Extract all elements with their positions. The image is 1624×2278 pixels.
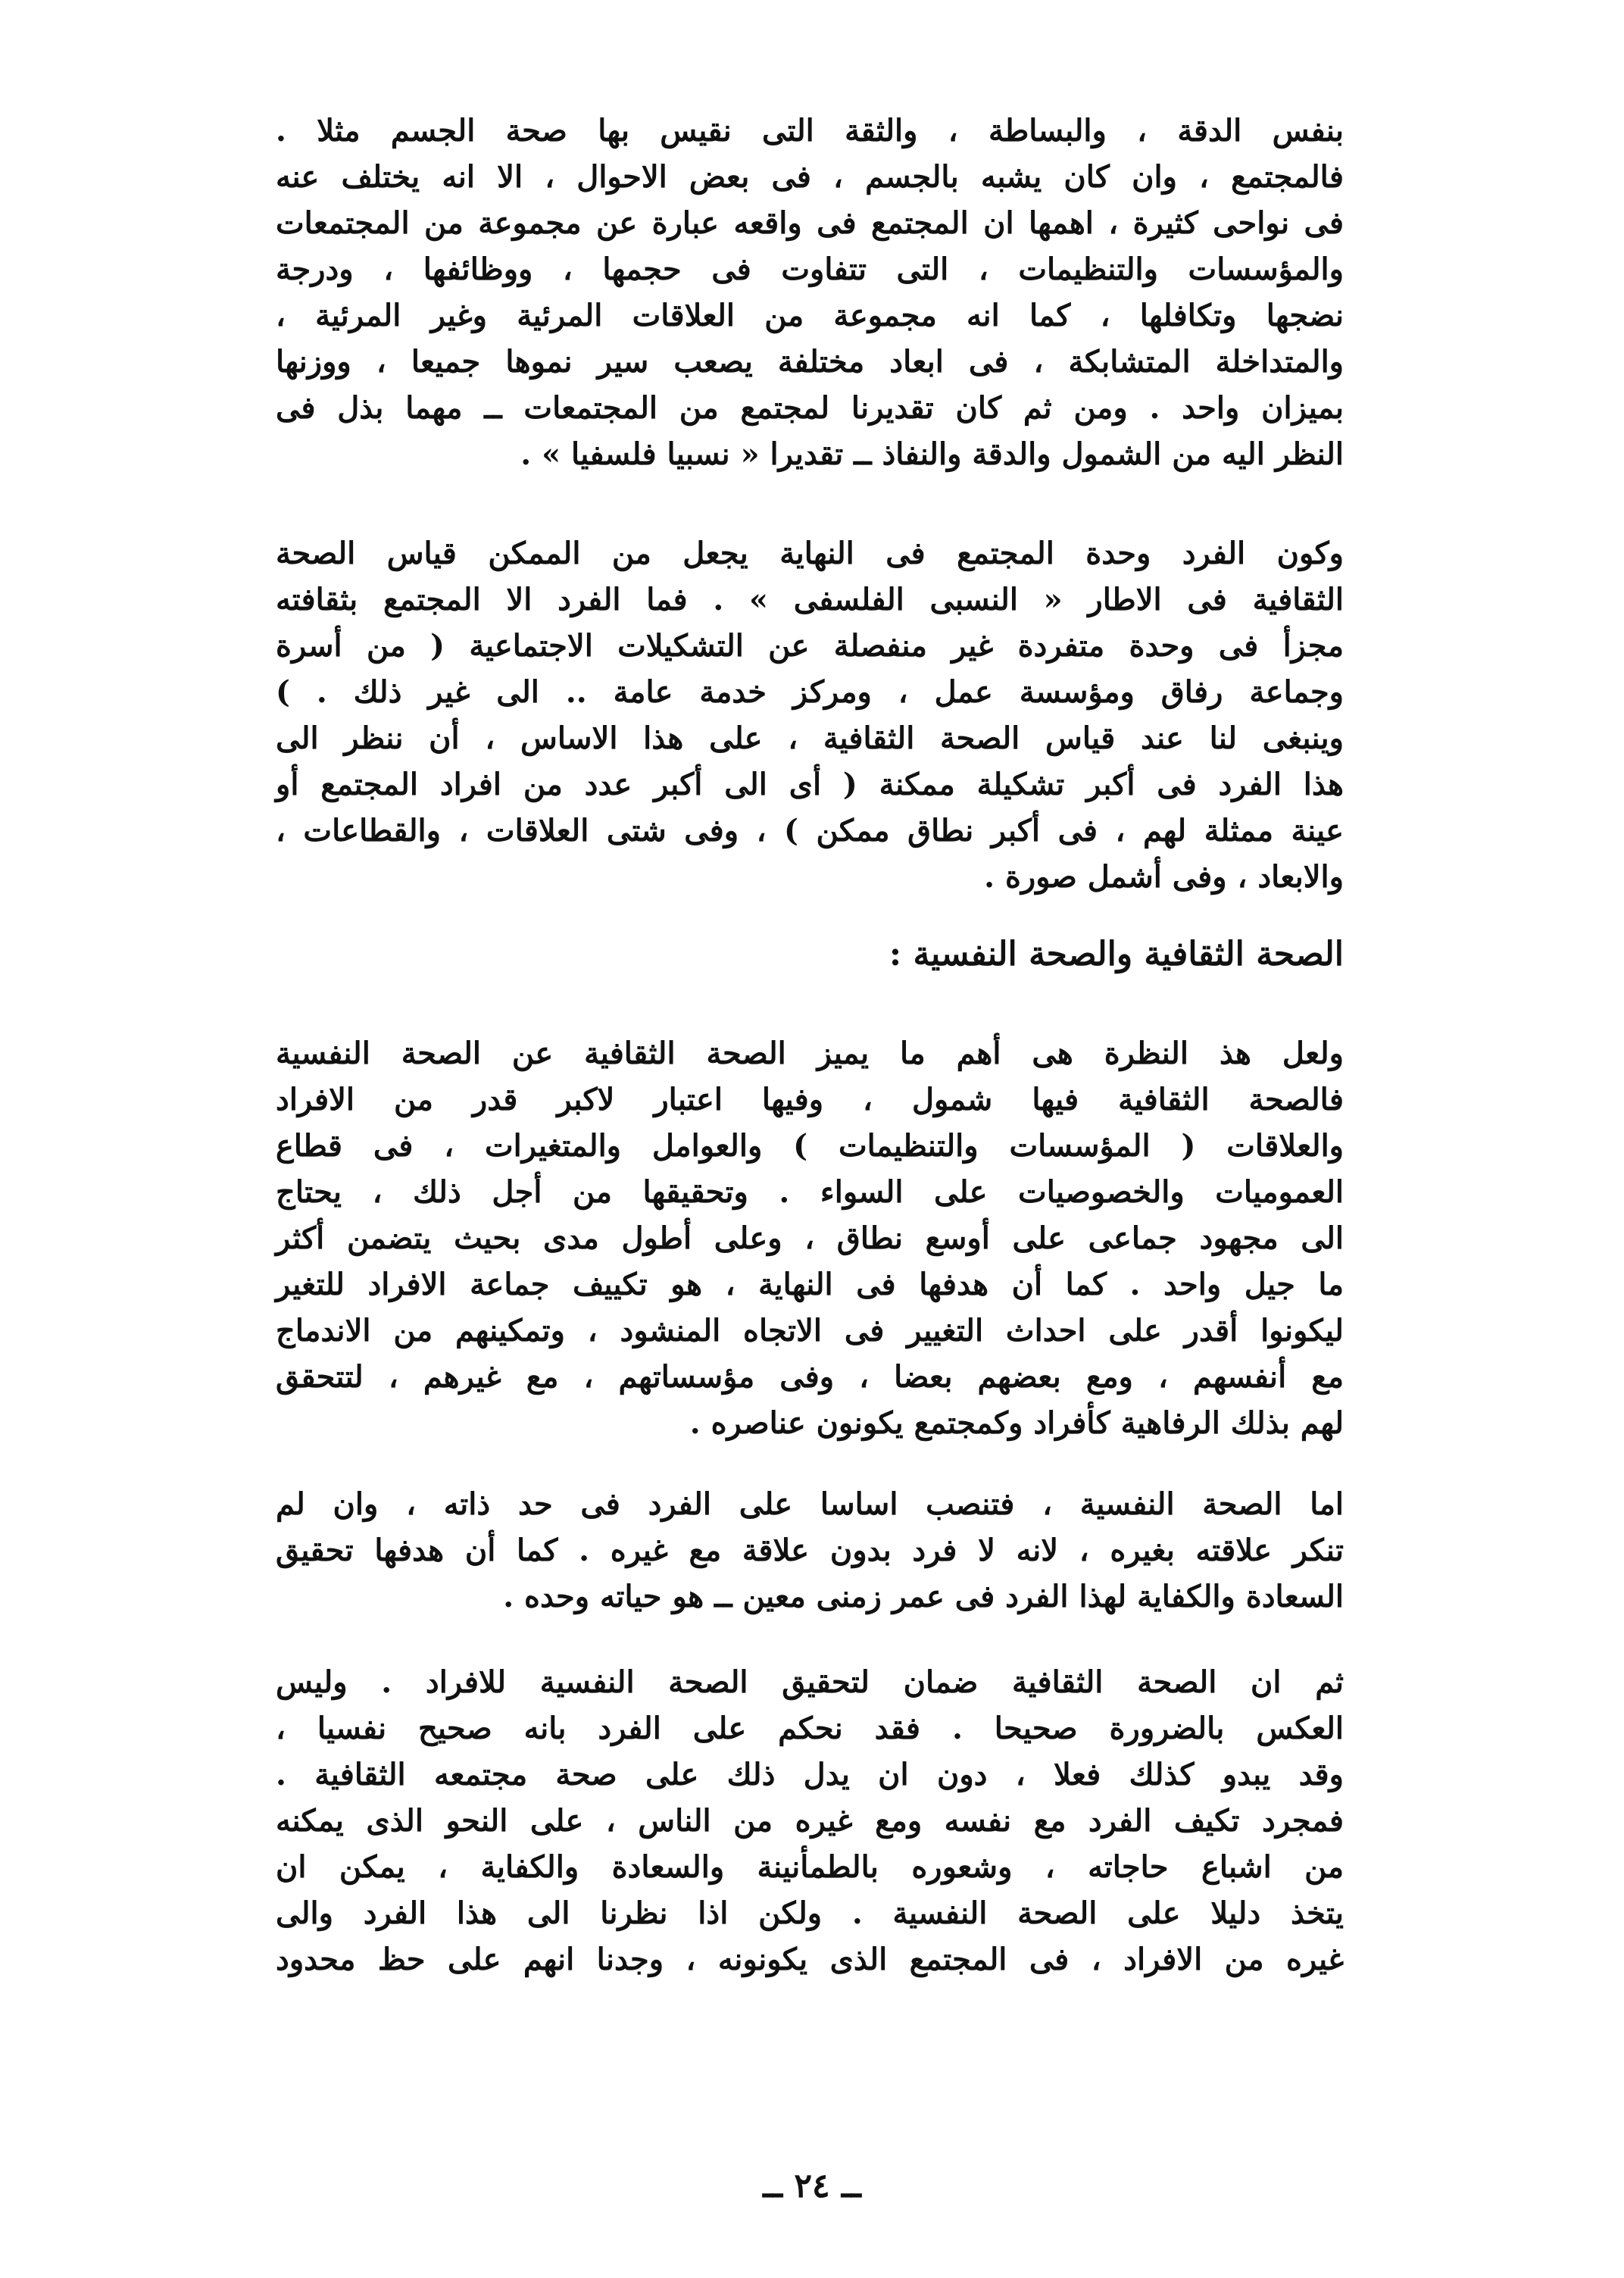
text-line: هذا الفرد فى أكبر تشكيلة ممكنة ( أى الى أكبر عدد من افراد المجتمع أو — [276, 767, 1344, 802]
text-line: والابعاد ، وفى أشمل صورة . — [984, 859, 1344, 895]
text-line: الثقافية فى الاطار « النسبى الفلسفى » . فما الفرد الا المجتمع بثقافته — [276, 582, 1344, 617]
text-line: مجزأ فى وحدة متفردة غير منفصلة عن التشكيلات الاجتماعية ( من أسرة — [276, 628, 1344, 664]
text-line: وكون الفرد وحدة المجتمع فى النهاية يجعل من الممكن قياس الصحة — [276, 536, 1344, 571]
text-line: نضجها وتكافلها ، كما انه مجموعة من العلاقات المرئية وغير المرئية ، — [276, 298, 1344, 333]
text-line: فى نواحى كثيرة ، اهمها ان المجتمع فى واقعه عبارة عن مجموعة من المجتمعات — [276, 205, 1344, 241]
text-line: فالمجتمع ، وان كان يشبه بالجسم ، فى بعض الاحوال ، الا انه يختلف عنه — [276, 159, 1344, 195]
text-line: فمجرد تكيف الفرد مع نفسه ومع غيره من الناس ، على النحو الذى يمكنه — [276, 1803, 1344, 1839]
text-line: مع أنفسهم ، ومع بعضهم بعضا ، وفى مؤسساتهم ، مع غيرهم ، لتتحقق — [276, 1359, 1344, 1395]
text-line: من اشباع حاجاته ، وشعوره بالطمأنينة والسعادة والكفاية ، يمكن ان — [276, 1849, 1344, 1885]
text-line: ولعل هذ النظرة هى أهم ما يميز الصحة الثقافية عن الصحة النفسية — [276, 1036, 1344, 1071]
text-line: يتخذ دليلا على الصحة النفسية . ولكن اذا نظرنا الى هذا الفرد والى — [276, 1895, 1344, 1931]
text-line: ما جيل واحد . كما أن هدفها فى النهاية ، هو تكييف جماعة الافراد للتغير — [276, 1267, 1344, 1302]
text-line: فالصحة الثقافية فيها شمول ، وفيها اعتبار لاكبر قدر من الافراد — [276, 1082, 1344, 1117]
text-line: وجماعة رفاق ومؤسسة عمل ، ومركز خدمة عامة .. الى غير ذلك . ) — [276, 674, 1344, 710]
paragraph-5 — [276, 1659, 1344, 1983]
text-line: عينة ممثلة لهم ، فى أكبر نطاق ممكن ) ، وفى شتى العلاقات ، والقطاعات ، — [276, 813, 1344, 848]
text-line: تنكر علاقته بغيره ، لانه لا فرد بدون علاقة مع غيره . كما أن هدفها تحقيق — [276, 1533, 1344, 1568]
page-number: ــ ٢٤ ــ — [763, 2167, 861, 2205]
paragraph-1 — [276, 108, 1344, 477]
paragraph-4 — [276, 1481, 1344, 1620]
text-line: السعادة والكفاية لهذا الفرد فى عمر زمنى معين ــ هو حياته وحده . — [503, 1579, 1344, 1614]
section-heading: الصحة الثقافية والصحة النفسية : — [889, 935, 1344, 973]
text-line: ثم ان الصحة الثقافية ضمان لتحقيق الصحة النفسية للافراد . وليس — [276, 1664, 1344, 1700]
text-line: وينبغى لنا عند قياس الصحة الثقافية ، على هذا الاساس ، أن ننظر الى — [276, 720, 1344, 756]
paragraph-3 — [276, 1030, 1344, 1446]
text-line: العموميات والخصوصيات على السواء . وتحقيقها من أجل ذلك ، يحتاج — [276, 1174, 1344, 1210]
text-line: وقد يبدو كذلك فعلا ، دون ان يدل ذلك على صحة مجتمعه الثقافية . — [276, 1757, 1344, 1792]
text-line: لهم بذلك الرفاهية كأفراد وكمجتمع يكونون عناصره . — [689, 1405, 1344, 1441]
text-line: العكس بالضرورة صحيحا . فقد نحكم على الفرد بانه صحيح نفسيا ، — [276, 1711, 1344, 1746]
text-line: الى مجهود جماعى على أوسع نطاق ، وعلى أطول مدى بحيث يتضمن أكثر — [276, 1220, 1344, 1256]
text-line: ليكونوا أقدر على احداث التغيير فى الاتجاه المنشود ، وتمكينهم من الاندماج — [276, 1313, 1344, 1348]
text-line: اما الصحة النفسية ، فتنصب اساسا على الفرد فى حد ذاته ، وان لم — [276, 1486, 1344, 1522]
paragraph-2 — [276, 530, 1344, 900]
text-line: والعلاقات ( المؤسسات والتنظيمات ) والعوامل والمتغيرات ، فى قطاع — [276, 1128, 1344, 1164]
text-line: النظر اليه من الشمول والدقة والنفاذ ــ تقديرا « نسبيا فلسفيا » . — [520, 436, 1344, 472]
text-line: بميزان واحد . ومن ثم كان تقديرنا لمجتمع من المجتمعات ــ مهما بذل فى — [276, 390, 1344, 426]
text-line: والمتداخلة المتشابكة ، فى ابعاد مختلفة يصعب سير نموها جميعا ، ووزنها — [276, 344, 1344, 380]
text-line: والمؤسسات والتنظيمات ، التى تتفاوت فى حجمها ، ووظائفها ، ودرجة — [276, 252, 1344, 287]
text-line: غيره من الافراد ، فى المجتمع الذى يكونونه ، وجدنا انهم على حظ محدود — [276, 1942, 1344, 1977]
text-line: بنفس الدقة ، والبساطة ، والثقة التى نقيس بها صحة الجسم مثلا . — [276, 113, 1344, 148]
